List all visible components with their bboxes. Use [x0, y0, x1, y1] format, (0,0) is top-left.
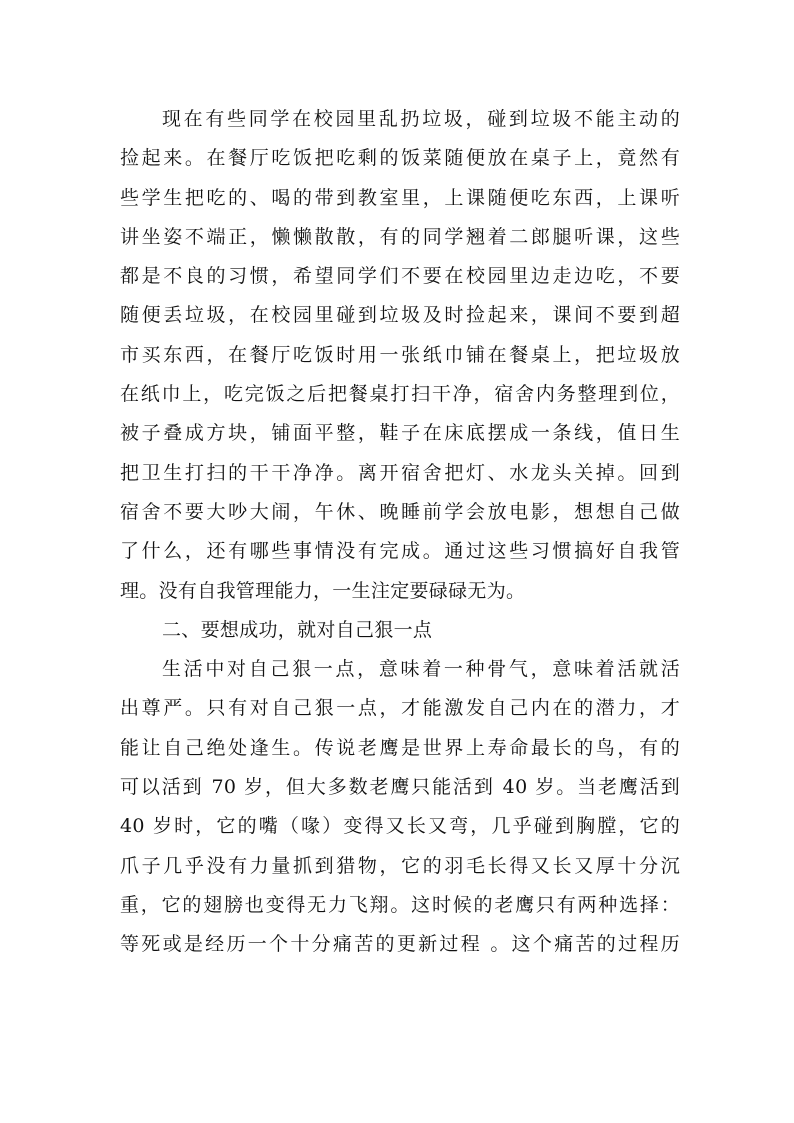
paragraph-2-line-4: 可以活到 70 岁，但大多数老鹰只能活到 40 岁。当老鹰活到: [120, 776, 680, 799]
paragraph-1-line-2: 捡起来。在餐厅吃饭把吃剩的饭菜随便放在桌子上，竟然有: [120, 147, 680, 170]
paragraph-1-line-12: 了什么，还有哪些事情没有完成。通过这些习惯搞好自我管: [120, 540, 680, 563]
paragraph-2-line-8: 等死或是经历一个十分痛苦的更新过程 。这个痛苦的过程历: [120, 933, 680, 956]
paragraph-1-line-13: 理。没有自我管理能力，一生注定要碌碌无为。: [120, 579, 526, 602]
paragraph-1-line-8: 在纸巾上，吃完饭之后把餐桌打扫干净，宿舍内务整理到位，: [120, 383, 680, 406]
section-heading: 二、要想成功，就对自己狠一点: [162, 618, 433, 641]
paragraph-2-line-5: 40 岁时，它的嘴（喙）变得又长又弯，几乎碰到胸膛，它的: [120, 815, 680, 838]
paragraph-1-line-3: 些学生把吃的、喝的带到教室里，上课随便吃东西，上课听: [120, 186, 680, 209]
paragraph-2-line-3: 能让自己绝处逢生。传说老鹰是世界上寿命最长的鸟，有的: [120, 736, 680, 759]
paragraph-1-line-7: 市买东西，在餐厅吃饭时用一张纸巾铺在餐桌上，把垃圾放: [120, 343, 680, 366]
paragraph-2-line-6: 爪子几乎没有力量抓到猎物，它的羽毛长得又长又厚十分沉: [120, 854, 680, 877]
paragraph-1-line-1: 现在有些同学在校园里乱扔垃圾，碰到垃圾不能主动的: [162, 108, 680, 130]
paragraph-2-line-2: 出尊严。只有对自己狠一点，才能激发自己内在的潜力，才: [120, 697, 680, 720]
body-text: [120, 100, 680, 965]
paragraph-1-line-4: 讲坐姿不端正，懒懒散散，有的同学翘着二郎腿听课，这些: [120, 225, 680, 248]
paragraph-1-line-5: 都是不良的习惯，希望同学们不要在校园里边走边吃，不要: [120, 265, 680, 288]
paragraph-1-line-6: 随便丢垃圾，在校园里碰到垃圾及时捡起来，课间不要到超: [120, 304, 680, 327]
paragraph-1-line-9: 被子叠成方块，铺面平整，鞋子在床底摆成一条线，值日生: [120, 422, 680, 445]
paragraph-2-line-7: 重，它的翅膀也变得无力飞翔。这时候的老鹰只有两种选择：: [120, 893, 680, 916]
paragraph-1-line-11: 宿舍不要大吵大闹，午休、晚睡前学会放电影，想想自己做: [120, 500, 680, 523]
paragraph-2-line-1: 生活中对自己狠一点，意味着一种骨气，意味着活就活: [162, 658, 680, 681]
paragraph-1-line-10: 把卫生打扫的干干净净。离开宿舍把灯、水龙头关掉。回到: [120, 461, 680, 484]
